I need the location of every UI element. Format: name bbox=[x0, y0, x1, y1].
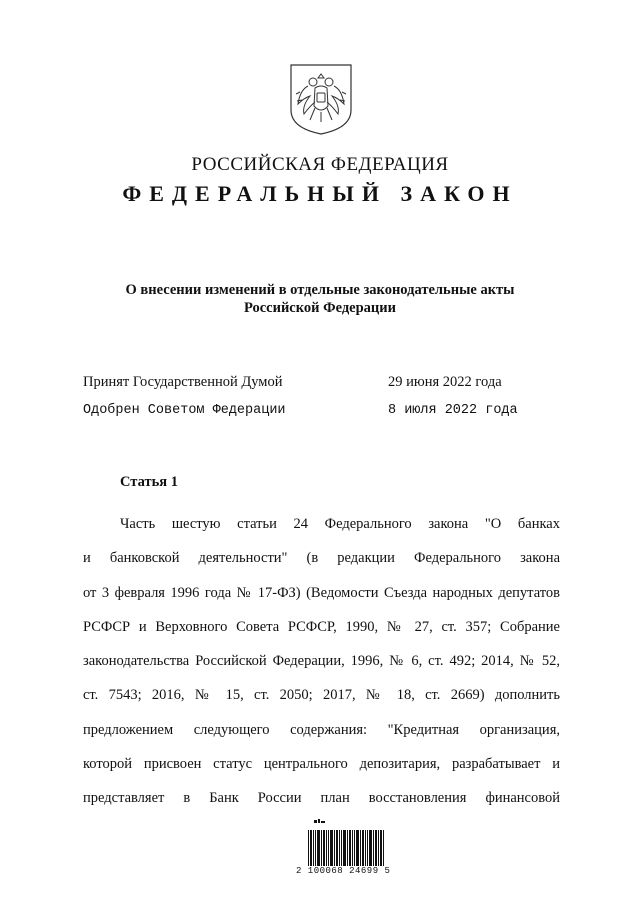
paragraph-line: ст. 7543; 2016, № 15, ст. 2050; 2017, № 18, ст. 2669) дополнить bbox=[83, 687, 560, 704]
law-title bbox=[60, 281, 580, 317]
paragraph-line: законодательства Российской Федерации, 1996, № 6, ст. 492; 2014, № 52, bbox=[83, 653, 560, 670]
council-approval-date: 8 июля 2022 года bbox=[388, 403, 518, 418]
paragraph-line: и банковской деятельности" (в редакции Федерального закона bbox=[83, 550, 560, 567]
article-paragraph bbox=[83, 507, 560, 816]
paragraph-line: Часть шестую статьи 24 Федерального закона "О банках bbox=[120, 516, 560, 532]
law-title-line: О внесении изменений в отдельные законодательные акты bbox=[125, 282, 515, 298]
duma-adoption-label: Принят Государственной Думой bbox=[83, 374, 283, 390]
paragraph-line: представляет в Банк России план восстановления финансовой bbox=[83, 790, 560, 807]
paragraph-line: предложением следующего содержания: "Кредитная организация, bbox=[83, 721, 560, 738]
paragraph-line: от 3 февраля 1996 года № 17-ФЗ) (Ведомости Съезда народных депутатов bbox=[83, 584, 560, 601]
article-heading: Статья 1 bbox=[120, 474, 178, 490]
barcode-number: 2 100068 24699 5 bbox=[296, 866, 391, 876]
country-name: РОССИЙСКАЯ ФЕДЕРАЦИЯ bbox=[191, 154, 449, 175]
duma-adoption-date: 29 июня 2022 года bbox=[388, 374, 502, 390]
coat-of-arms-emblem bbox=[288, 62, 354, 136]
law-title-line: Российской Федерации bbox=[243, 300, 396, 316]
paragraph-line: РСФСР и Верховного Совета РСФСР, 1990, № 27, ст. 357; Собрание bbox=[83, 618, 560, 635]
paragraph-line: которой присвоен статус центрального депозитария, разрабатывает и bbox=[83, 756, 560, 773]
law-type-heading: ФЕДЕРАЛЬНЫЙ ЗАКОН bbox=[122, 181, 518, 206]
council-approval-label: Одобрен Советом Федерации bbox=[83, 403, 286, 418]
barcode-image bbox=[306, 818, 386, 870]
